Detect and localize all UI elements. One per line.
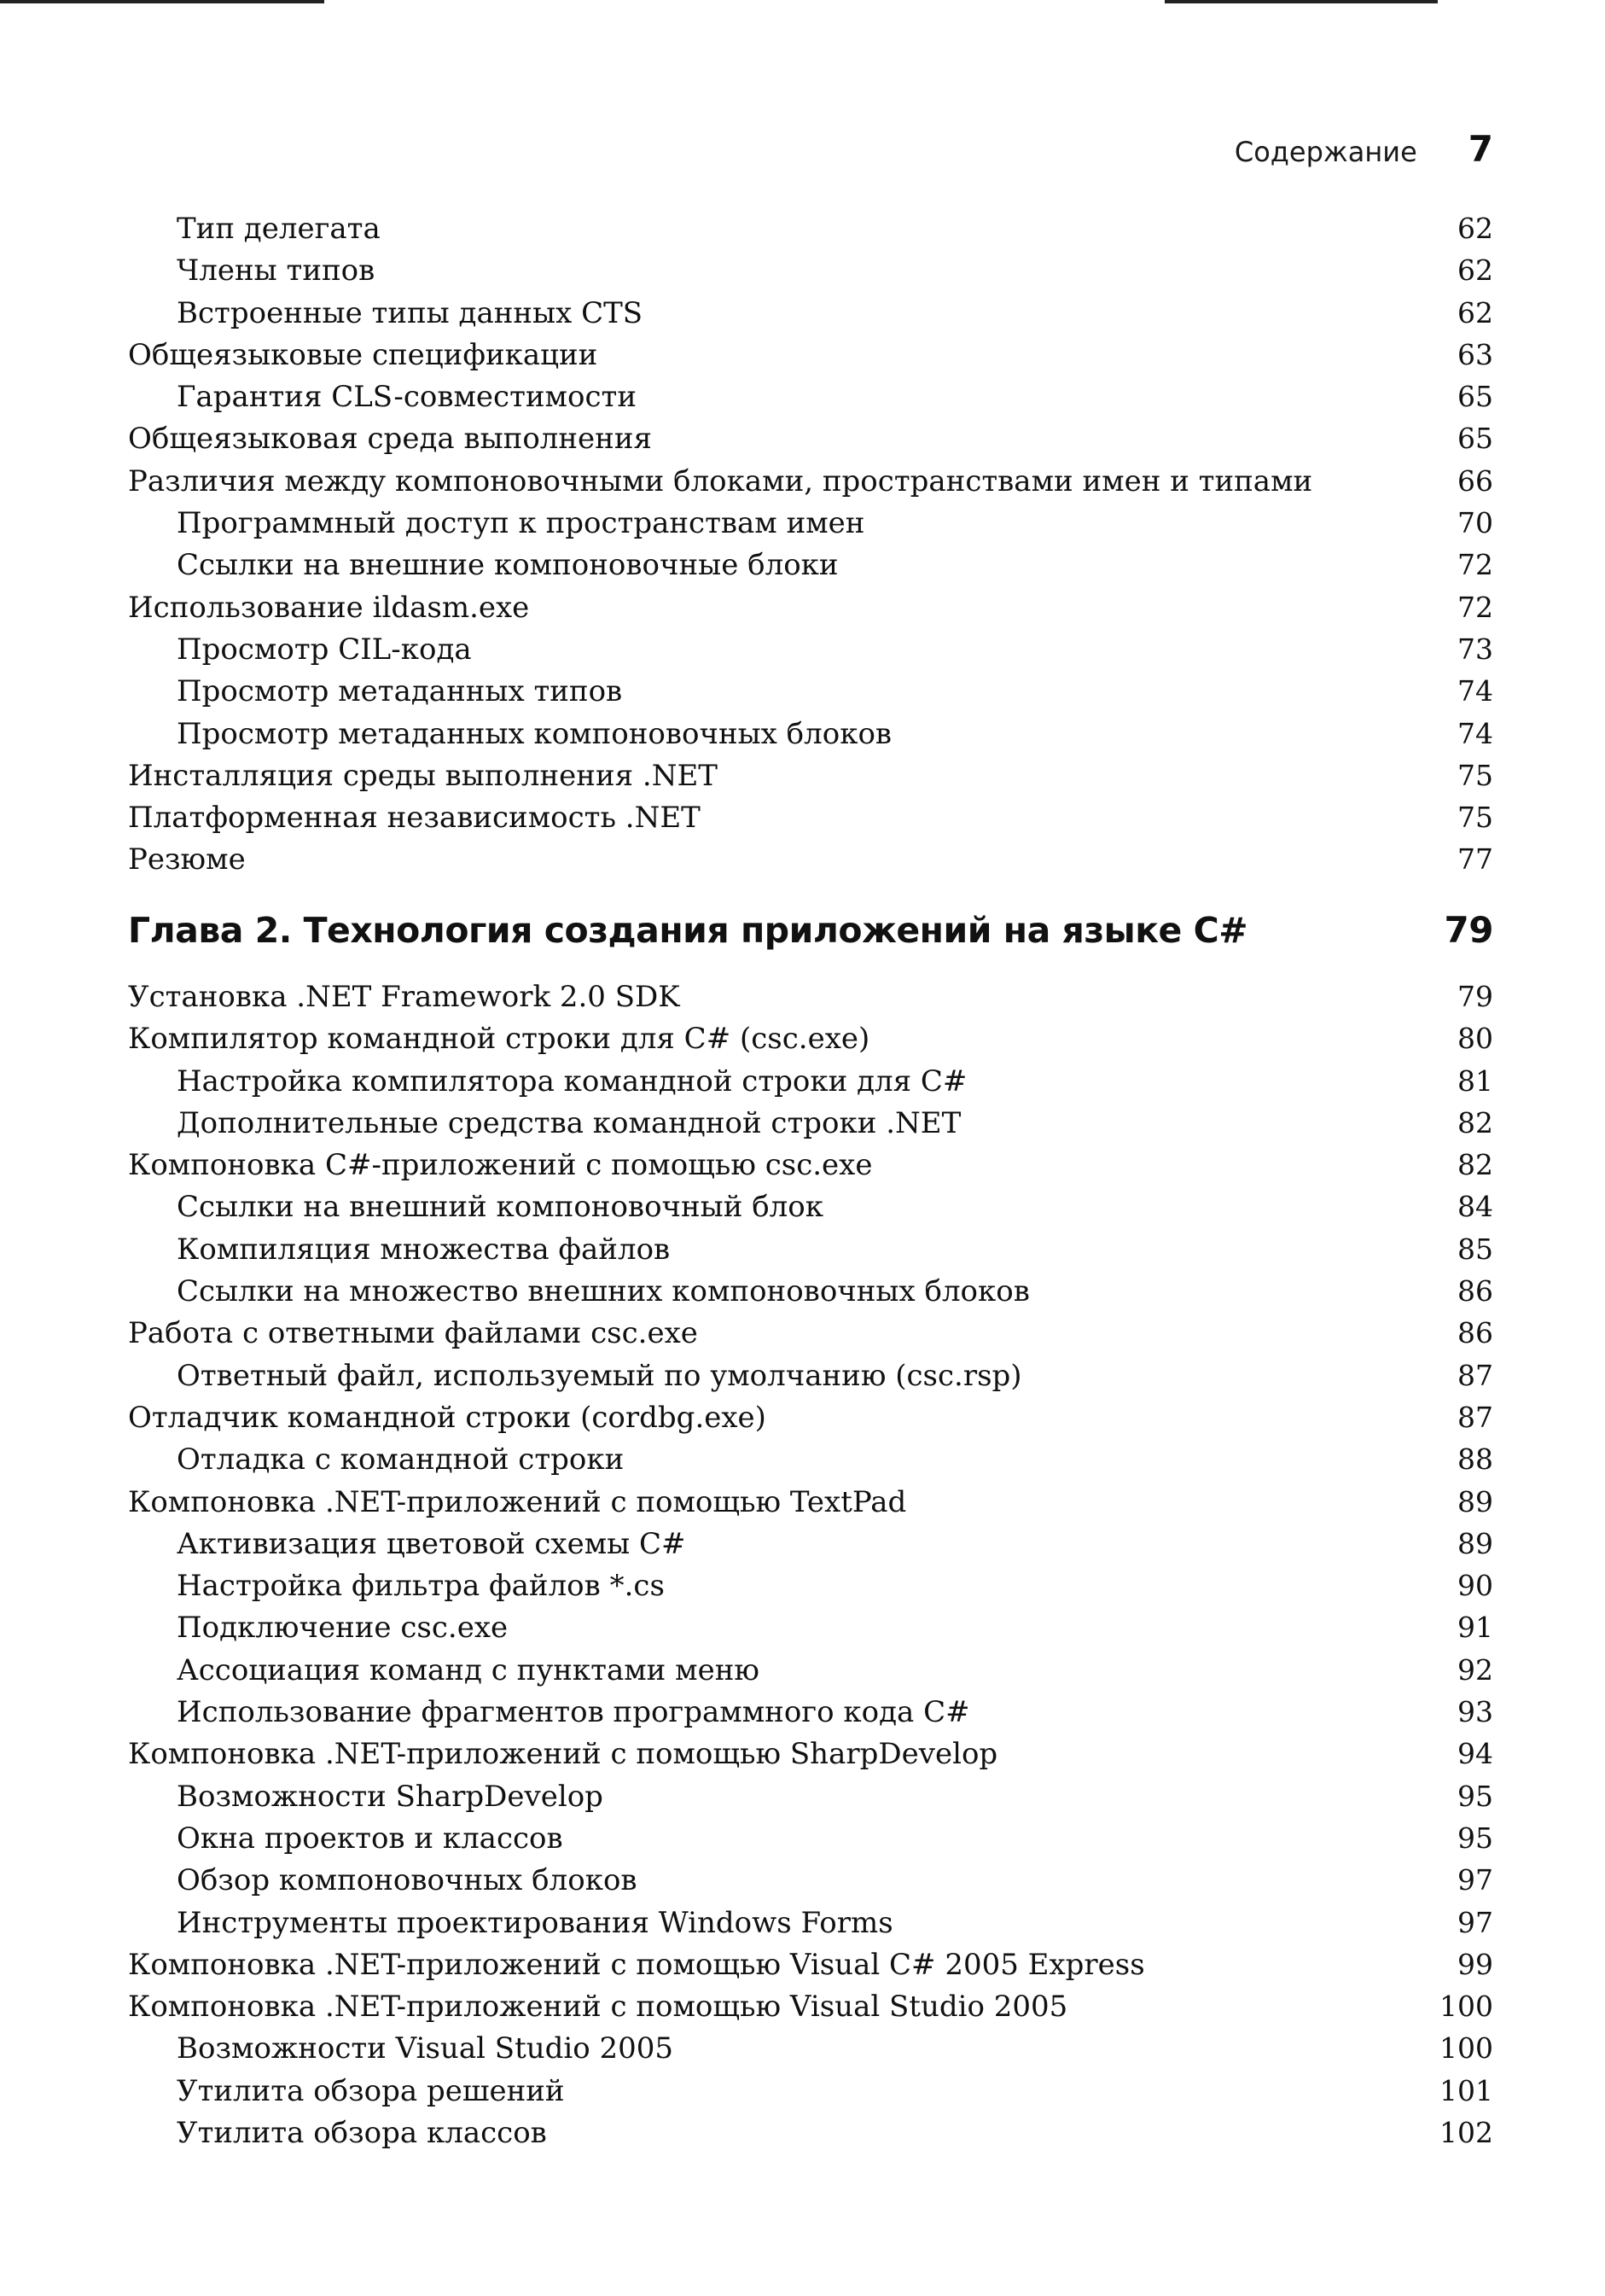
toc-entry-page: 65 bbox=[1457, 422, 1493, 456]
toc-entry-page: 74 bbox=[1457, 716, 1493, 750]
toc-entry[interactable] bbox=[128, 1691, 1493, 1733]
toc-entry[interactable] bbox=[128, 1312, 1493, 1354]
toc-entry-page: 65 bbox=[1457, 380, 1493, 414]
toc-entry-title: Просмотр метаданных типов bbox=[177, 674, 623, 709]
chapter-heading[interactable] bbox=[128, 909, 1493, 969]
toc-entry-page: 94 bbox=[1457, 1737, 1493, 1771]
scan-border-left bbox=[0, 0, 324, 3]
toc-entry-title: Активизация цветовой схемы C# bbox=[177, 1526, 686, 1561]
toc-entry-title: Программный доступ к пространствам имен bbox=[177, 506, 865, 541]
toc-entry[interactable] bbox=[128, 1102, 1493, 1144]
toc-entry-title: Различия между компоновочными блоками, пространствами имен и типами bbox=[128, 463, 1313, 498]
toc-entry-page: 80 bbox=[1457, 1022, 1493, 1056]
running-header bbox=[1152, 128, 1493, 179]
toc-entry-page: 88 bbox=[1457, 1442, 1493, 1477]
toc-entry-title: Дополнительные средства командной строки .NET bbox=[177, 1105, 962, 1140]
toc-entry-page: 75 bbox=[1457, 758, 1493, 792]
toc-entry-title: Просмотр метаданных компоновочных блоков bbox=[177, 716, 893, 751]
toc-entry-page: 92 bbox=[1457, 1652, 1493, 1687]
running-header-title: Содержание bbox=[1234, 136, 1417, 168]
toc-entry-title: Встроенные типы данных CTS bbox=[177, 295, 643, 330]
toc-entry-page: 72 bbox=[1457, 590, 1493, 624]
toc-entry[interactable] bbox=[128, 1481, 1493, 1523]
toc-entry-page: 85 bbox=[1457, 1232, 1493, 1266]
toc-entry[interactable] bbox=[128, 2027, 1493, 2069]
toc-entry-title: Утилита обзора решений bbox=[177, 2073, 565, 2108]
toc-entry-title: Компоновка .NET-приложений с помощью TextPad bbox=[128, 1484, 907, 1519]
toc-entry-title: Компоновка .NET-приложений с помощью Visual Studio 2005 bbox=[128, 1990, 1068, 2025]
toc-entry-title: Просмотр CIL-кода bbox=[177, 632, 472, 667]
toc-entry[interactable] bbox=[128, 1733, 1493, 1774]
toc-entry-title: Окна проектов и классов bbox=[177, 1821, 563, 1856]
toc-entry[interactable] bbox=[128, 628, 1493, 670]
toc-entry[interactable] bbox=[128, 417, 1493, 459]
toc-entry-page: 90 bbox=[1457, 1569, 1493, 1603]
toc-entry[interactable] bbox=[128, 1355, 1493, 1396]
toc-entry[interactable] bbox=[128, 1649, 1493, 1691]
scan-border-right bbox=[1165, 0, 1438, 3]
toc-entry[interactable] bbox=[128, 1565, 1493, 1606]
toc-list-chapter1-continued bbox=[128, 207, 1493, 881]
toc-entry-title: Инструменты проектирования Windows Forms bbox=[177, 1905, 893, 1940]
toc-entry-title: Компоновка .NET-приложений с помощью SharpDevelop bbox=[128, 1737, 998, 1772]
toc-entry-page: 62 bbox=[1457, 295, 1493, 329]
toc-entry-title: Ссылки на множество внешних компоновочных блоков bbox=[177, 1274, 1030, 1309]
toc-entry-title: Возможности Visual Studio 2005 bbox=[177, 2031, 674, 2066]
toc-entry-page: 93 bbox=[1457, 1695, 1493, 1729]
toc-entry-page: 95 bbox=[1457, 1821, 1493, 1855]
toc-entry-title: Ссылки на внешние компоновочные блоки bbox=[177, 548, 839, 583]
toc-entry-title: Компоновка C#-приложений с помощью csc.exe bbox=[128, 1148, 873, 1183]
toc-entry-title: Ссылки на внешний компоновочный блок bbox=[177, 1190, 823, 1225]
toc-entry-title: Использование ildasm.exe bbox=[128, 590, 530, 625]
toc-entry-page: 62 bbox=[1457, 212, 1493, 245]
toc-entry[interactable] bbox=[128, 1775, 1493, 1817]
toc-entry-page: 77 bbox=[1457, 842, 1493, 877]
toc-entry-page: 74 bbox=[1457, 674, 1493, 708]
toc-entry-page: 101 bbox=[1439, 2073, 1493, 2107]
toc-entry-page: 89 bbox=[1457, 1526, 1493, 1560]
toc-entry[interactable] bbox=[128, 1396, 1493, 1438]
chapter-title: Глава 2. Технология создания приложений на языке C# bbox=[128, 910, 1248, 951]
toc-entry-title: Отладка с командной строки bbox=[177, 1442, 625, 1477]
toc-entry[interactable] bbox=[128, 292, 1493, 334]
toc-entry[interactable] bbox=[128, 1817, 1493, 1859]
toc-entry[interactable] bbox=[128, 249, 1493, 291]
toc-entry[interactable] bbox=[128, 1985, 1493, 2027]
toc-entry-page: 102 bbox=[1439, 2116, 1493, 2150]
toc-entry-page: 79 bbox=[1457, 980, 1493, 1013]
toc-entry-page: 84 bbox=[1457, 1190, 1493, 1224]
toc-entry-page: 81 bbox=[1457, 1064, 1493, 1098]
toc-entry-title: Ответный файл, используемый по умолчанию (csc.rsp) bbox=[177, 1358, 1022, 1393]
toc-entry-page: 100 bbox=[1439, 2031, 1493, 2066]
toc-entry-title: Тип делегата bbox=[177, 212, 381, 246]
toc-entry-page: 75 bbox=[1457, 801, 1493, 835]
toc-entry-title: Инсталляция среды выполнения .NET bbox=[128, 758, 718, 793]
toc-entry-title: Компоновка .NET-приложений с помощью Visual C# 2005 Express bbox=[128, 1947, 1145, 1982]
toc-entry[interactable] bbox=[128, 1060, 1493, 1102]
toc-entry-page: 86 bbox=[1457, 1316, 1493, 1350]
toc-entry-title: Использование фрагментов программного кода C# bbox=[177, 1695, 970, 1730]
toc-entry-page: 62 bbox=[1457, 253, 1493, 288]
toc-entry-page: 82 bbox=[1457, 1105, 1493, 1139]
toc-entry-page: 73 bbox=[1457, 632, 1493, 666]
toc-entry[interactable] bbox=[128, 1606, 1493, 1648]
toc-entry[interactable] bbox=[128, 376, 1493, 417]
toc-entry[interactable] bbox=[128, 1438, 1493, 1480]
toc-entry-title: Ассоциация команд с пунктами меню bbox=[177, 1652, 759, 1687]
toc-entry[interactable] bbox=[128, 1902, 1493, 1943]
toc-entry-page: 87 bbox=[1457, 1400, 1493, 1434]
toc-entry-page: 86 bbox=[1457, 1274, 1493, 1308]
toc-entry[interactable] bbox=[128, 670, 1493, 712]
toc-entry[interactable] bbox=[128, 713, 1493, 755]
toc-entry-title: Компилятор командной строки для C# (csc.exe) bbox=[128, 1022, 870, 1057]
toc-entry[interactable] bbox=[128, 1859, 1493, 1901]
toc-entry-title: Установка .NET Framework 2.0 SDK bbox=[128, 980, 680, 1014]
toc-entry[interactable] bbox=[128, 2112, 1493, 2153]
toc-entry[interactable] bbox=[128, 1144, 1493, 1186]
toc-entry[interactable] bbox=[128, 755, 1493, 796]
toc-entry-page: 97 bbox=[1457, 1905, 1493, 1939]
toc-entry-page: 99 bbox=[1457, 1947, 1493, 1981]
toc-entry-page: 70 bbox=[1457, 506, 1493, 540]
toc-entry[interactable] bbox=[128, 460, 1493, 502]
toc-entry[interactable] bbox=[128, 976, 1493, 1017]
toc-entry[interactable] bbox=[128, 586, 1493, 628]
toc-entry-title: Платформенная независимость .NET bbox=[128, 801, 701, 836]
toc-entry-page: 95 bbox=[1457, 1779, 1493, 1813]
toc-entry-title: Компиляция множества файлов bbox=[177, 1232, 671, 1267]
toc-entry-page: 72 bbox=[1457, 548, 1493, 582]
toc-entry-page: 91 bbox=[1457, 1611, 1493, 1645]
toc-entry[interactable] bbox=[128, 544, 1493, 586]
chapter-page: 79 bbox=[1444, 909, 1493, 951]
toc-entry[interactable] bbox=[128, 207, 1493, 249]
toc-entry-title: Общеязыковая среда выполнения bbox=[128, 422, 652, 457]
toc-entry[interactable] bbox=[128, 334, 1493, 376]
toc-entry[interactable] bbox=[128, 1270, 1493, 1312]
toc-entry-page: 87 bbox=[1457, 1358, 1493, 1392]
toc-entry-title: Члены типов bbox=[177, 253, 375, 288]
toc-entry-title: Утилита обзора классов bbox=[177, 2116, 547, 2151]
toc-entry[interactable] bbox=[128, 1017, 1493, 1059]
toc-entry-page: 89 bbox=[1457, 1484, 1493, 1518]
toc-entry[interactable] bbox=[128, 502, 1493, 544]
toc-entry-title: Подключение csc.exe bbox=[177, 1611, 509, 1646]
toc-entry-page: 100 bbox=[1439, 1990, 1493, 2024]
toc-entry-title: Общеязыковые спецификации bbox=[128, 337, 598, 372]
toc-entry-page: 63 bbox=[1457, 337, 1493, 371]
toc-entry[interactable] bbox=[128, 1523, 1493, 1565]
toc-entry[interactable] bbox=[128, 1228, 1493, 1270]
toc-entry-title: Отладчик командной строки (cordbg.exe) bbox=[128, 1400, 766, 1435]
toc-entry-title: Работа с ответными файлами csc.exe bbox=[128, 1316, 698, 1351]
toc-entry[interactable] bbox=[128, 796, 1493, 838]
toc-entry[interactable] bbox=[128, 838, 1493, 880]
toc-entry-title: Обзор компоновочных блоков bbox=[177, 1863, 637, 1898]
toc-entry-page: 66 bbox=[1457, 463, 1493, 498]
page-number: 7 bbox=[1468, 128, 1493, 170]
toc-list-chapter2 bbox=[128, 976, 1493, 2153]
toc-entry-title: Настройка фильтра файлов *.cs bbox=[177, 1569, 665, 1604]
toc-entry-title: Возможности SharpDevelop bbox=[177, 1779, 603, 1814]
toc-entry[interactable] bbox=[128, 1943, 1493, 1985]
toc-entry[interactable] bbox=[128, 2070, 1493, 2112]
toc-entry-title: Гарантия CLS-совместимости bbox=[177, 380, 637, 415]
toc-entry[interactable] bbox=[128, 1186, 1493, 1227]
toc-entry-title: Резюме bbox=[128, 842, 246, 877]
toc-entry-title: Настройка компилятора командной строки для C# bbox=[177, 1064, 968, 1098]
toc-entry-page: 82 bbox=[1457, 1148, 1493, 1182]
toc-entry-page: 97 bbox=[1457, 1863, 1493, 1897]
